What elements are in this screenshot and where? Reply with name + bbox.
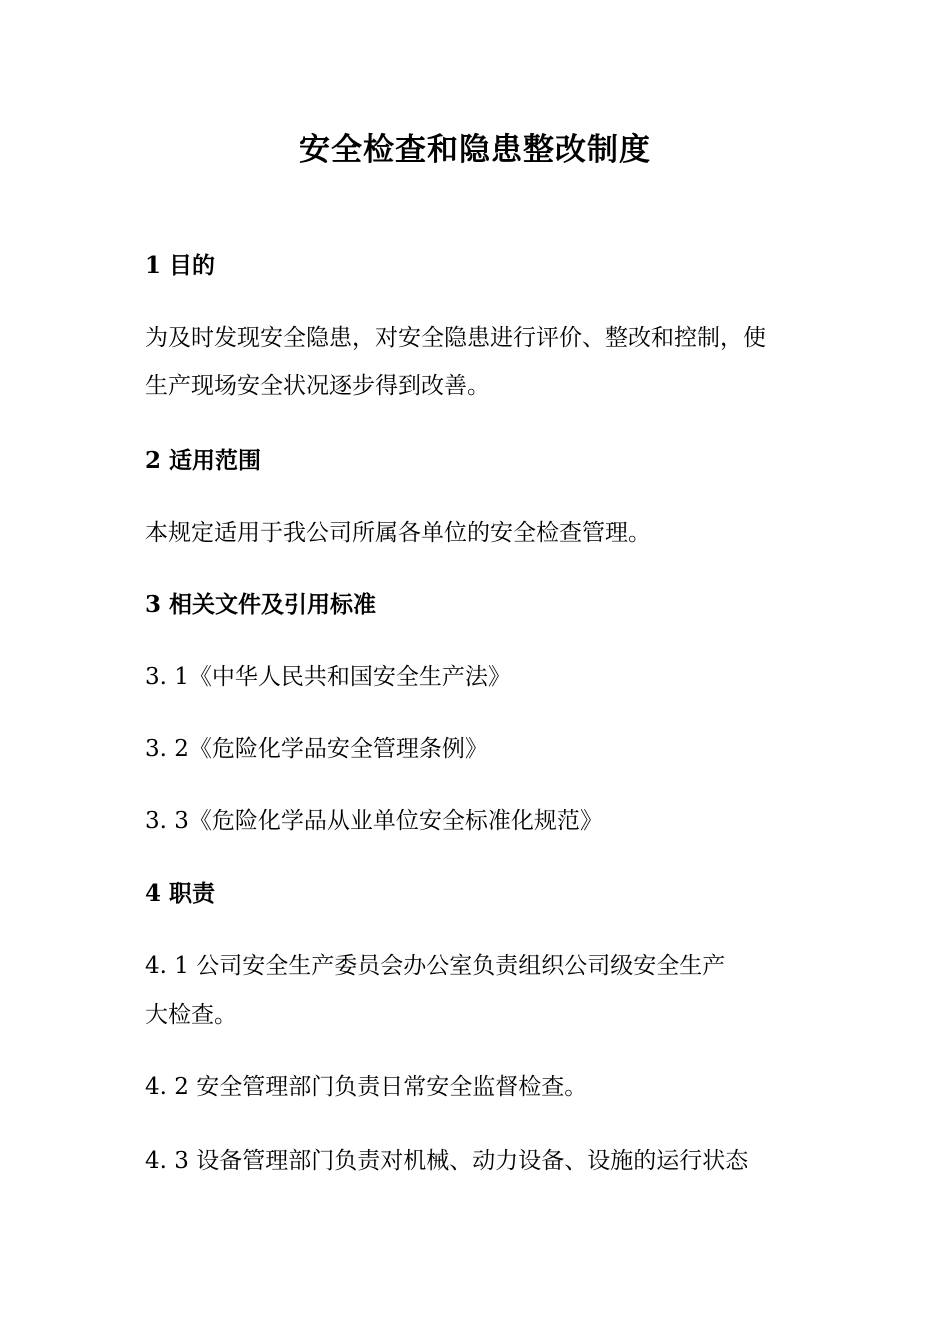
section-heading-references: 3 相关文件及引用标准 [145,591,377,618]
reference-item: 3. 2《危险化学品安全管理条例》 [145,736,488,762]
section-heading-responsibilities: 4 职责 [145,880,216,907]
paragraph-line: 生产现场安全状况逐步得到改善。 [145,373,490,399]
paragraph-line: 为及时发现安全隐患，对安全隐患进行评价、整改和控制，使 [145,325,766,351]
responsibility-item: 4. 1 公司安全生产委员会办公室负责组织公司级安全生产 [145,953,726,979]
section-heading-scope: 2 适用范围 [145,447,262,474]
paragraph-line: 大检查。 [145,1002,237,1028]
responsibility-item: 4. 3 设备管理部门负责对机械、动力设备、设施的运行状态 [145,1148,749,1174]
reference-item: 3. 1《中华人民共和国安全生产法》 [145,664,511,690]
reference-item: 3. 3《危险化学品从业单位安全标准化规范》 [145,808,603,834]
document-title: 安全检查和隐患整改制度 [299,132,651,168]
responsibility-item: 4. 2 安全管理部门负责日常安全监督检查。 [145,1074,588,1100]
paragraph-line: 本规定适用于我公司所属各单位的安全检查管理。 [145,520,651,546]
section-heading-purpose: 1 目的 [145,252,216,279]
